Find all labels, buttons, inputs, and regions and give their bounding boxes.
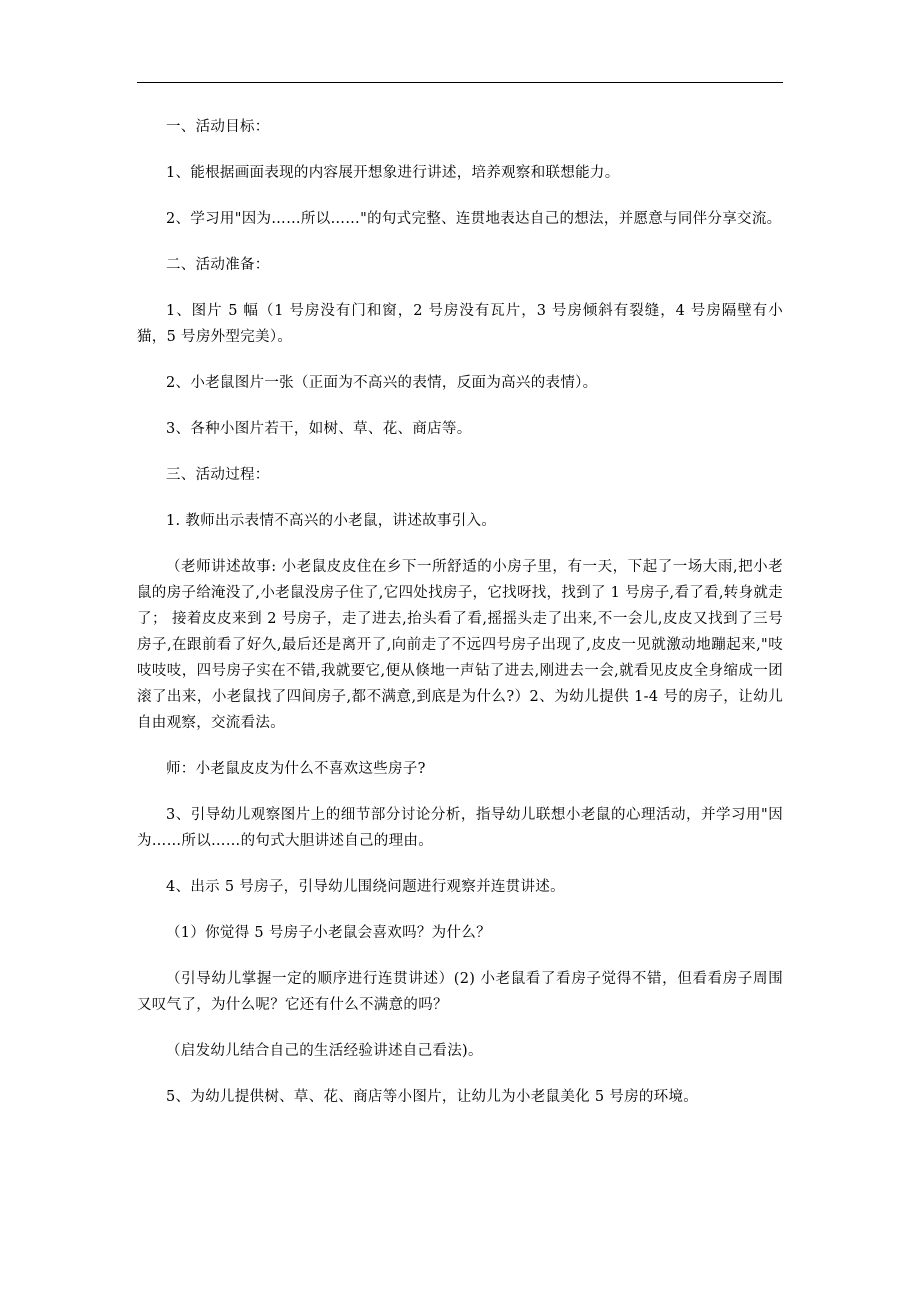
guidance-note: （启发幼儿结合自己的生活经验讲述自己看法)。	[166, 1043, 483, 1059]
preparation-item-1: 1、图片 5 幅（1 号房没有门和窗，2 号房没有瓦片，3 号房倾斜有裂缝，4 号房隔壁有小猫，5 号房外型完美）。	[137, 303, 783, 345]
header-rule	[137, 82, 783, 83]
document-body	[137, 114, 783, 1130]
heading-activity-process: 三、活动过程：	[166, 467, 270, 483]
question-2: （引导幼儿掌握一定的顺序进行连贯讲述）(2) 小老鼠看了看房子觉得不错，但看看房子周围又叹气了，为什么呢？它还有什么不满意的吗？	[137, 971, 783, 1013]
goal-item-1: 1、能根据画面表现的内容展开想象进行讲述，培养观察和联想能力。	[166, 165, 620, 181]
heading-activity-goals: 一、活动目标：	[166, 119, 270, 135]
process-step-3: 3、引导幼儿观察图片上的细节部分讨论分析，指导幼儿联想小老鼠的心理活动，并学习用"因为……所以……的句式大胆讲述自己的理由。	[137, 807, 783, 849]
story-paragraph: （老师讲述故事: 小老鼠皮皮住在乡下一所舒适的小房子里，有一天，下起了一场大雨,把小老鼠的房子给淹没了,小老鼠没房子住了,它四处找房子，它找呀找，找到了 1 号房子,看了看,转身就走了； 接着皮皮来到 2 号房子，走了进去,抬头看了看,摇摇头走了出来,不一会儿,皮皮又找到了三号房子,在跟前看了好久,最后还是离开了,向前走了不远四号房子出现了,皮皮一见就激动地蹦起来,"吱吱吱吱，四号房子实在不错,我就要它,便从倏地一声钻了进去,刚进去一会,就看见皮皮全身缩成一团滚了出来，小老鼠找了四间房子,都不满意,到底是为什么?）2、为幼儿提供 1-4 号的房子，让幼儿自由观察，交流看法。	[137, 559, 783, 731]
goal-item-2: 2、学习用"因为……所以……"的句式完整、连贯地表达自己的想法，并愿意与同伴分享交流。	[166, 211, 782, 227]
question-1: （1）你觉得 5 号房子小老鼠会喜欢吗？为什么？	[166, 925, 491, 941]
teacher-question: 师：小老鼠皮皮为什么不喜欢这些房子?	[166, 761, 426, 777]
preparation-item-2: 2、小老鼠图片一张（正面为不高兴的表情，反面为高兴的表情）。	[166, 375, 598, 391]
heading-activity-preparation: 二、活动准备：	[166, 257, 270, 273]
process-step-4: 4、出示 5 号房子，引导幼儿围绕问题进行观察并连贯讲述。	[166, 879, 565, 895]
process-step-1: 1. 教师出示表情不高兴的小老鼠，讲述故事引入。	[166, 513, 497, 529]
process-step-5: 5、为幼儿提供树、草、花、商店等小图片，让幼儿为小老鼠美化 5 号房的环境。	[166, 1089, 699, 1105]
preparation-item-3: 3、各种小图片若干，如树、草、花、商店等。	[166, 421, 472, 437]
